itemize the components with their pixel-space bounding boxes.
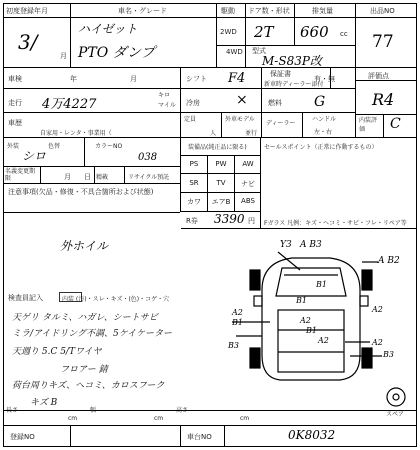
- equipment-title: 装備品(純正品に限る): [188, 144, 247, 151]
- lot-value: 77: [372, 32, 394, 52]
- diagram-label-ab3: A B3: [300, 240, 322, 250]
- warranty-sub: 新車時ディーラー添付: [264, 81, 324, 88]
- warranty-label: 保証書: [270, 70, 291, 78]
- color-change-label: 色替: [48, 143, 61, 150]
- import-sub: 並行: [245, 130, 258, 137]
- diagram-label-b1-bed: B1: [306, 326, 317, 335]
- capacity-unit: 人: [210, 130, 217, 137]
- model-label: 型式: [252, 47, 266, 55]
- recycle-ticket-value: 3390: [214, 212, 245, 226]
- diagram-label-b3-left: B3: [228, 341, 239, 350]
- fuel-value: G: [314, 94, 326, 110]
- color-no-value: 038: [138, 152, 158, 163]
- warranty-options: 有・無: [314, 75, 335, 83]
- mileage-unit-mile: マイル: [158, 102, 176, 109]
- equip-abs: ABS: [241, 197, 255, 205]
- drive-4wd: 4WD: [226, 48, 243, 56]
- equip-sr: SR: [189, 179, 199, 187]
- displacement-value: 660: [300, 23, 329, 41]
- notes-title: 注意事項(欠品・修復・不具合箇所および状態): [8, 188, 154, 196]
- diagram-label-a2-right: A2: [372, 305, 383, 314]
- import-label: 外車モデル: [225, 116, 255, 123]
- name-change-label: 名義変更期限: [5, 168, 36, 182]
- remark-line-5: 荷台周りキズ、ヘコミ、カロスフーク: [12, 381, 165, 391]
- length-unit: cm: [68, 415, 78, 422]
- chassis-value: 0K8032: [288, 428, 336, 442]
- recycle-ticket-unit: 円: [248, 217, 255, 225]
- equip-aw: AW: [242, 160, 254, 168]
- diagram-label-b3-right: B3: [383, 350, 394, 359]
- color-no-label: カラーNO: [95, 143, 123, 150]
- mileage-unit-km: キロ: [158, 92, 171, 99]
- sales-point-title: セールスポイント（正常に作動するもの）: [264, 144, 378, 151]
- width-unit: cm: [154, 415, 164, 422]
- first-reg-month-value: 3/: [18, 30, 38, 54]
- diagram-label-b1-left: B1: [232, 318, 243, 327]
- length-label: 長さ: [6, 407, 19, 414]
- shift-value: F4: [228, 71, 246, 86]
- fuel-label: 燃料: [268, 99, 282, 107]
- diagram-label-y3: Y3: [280, 240, 292, 250]
- displacement-label: 排気量: [312, 7, 333, 15]
- car-name: ハイゼット: [78, 22, 138, 36]
- inspection-month-label: 月: [130, 75, 137, 83]
- interior-value: C: [390, 116, 401, 132]
- equip-airbag: エアB: [211, 198, 231, 206]
- recycle-deposit-label: 精載: [96, 174, 109, 181]
- diagram-label-a2-bed: A2: [318, 336, 329, 345]
- displacement-unit: cc: [340, 30, 348, 38]
- handle-label: ハンドル: [312, 116, 337, 123]
- equip-ps: PS: [189, 160, 199, 168]
- mileage-label: 走行: [8, 99, 22, 107]
- first-reg-label: 初度登録年月: [6, 7, 48, 15]
- remark-line-3: 天週り 5.C 5/Tワイヤ: [12, 347, 102, 357]
- drive-label: 駆動: [221, 7, 235, 15]
- diagram-label-a2-rear: A2: [372, 338, 383, 347]
- remark-line-2: ミラ/アイドリング不調、5ケイケーター: [12, 329, 172, 339]
- diagram-label-b1-center: B1: [296, 296, 307, 305]
- interior-label: 内装評価: [359, 117, 378, 133]
- diagram-label-a2-left: A2: [232, 308, 243, 317]
- registration-label: 登録NO: [10, 433, 35, 441]
- inspector-title: 検査員記入: [8, 294, 43, 302]
- drive-2wd: 2WD: [220, 28, 237, 36]
- mileage-value: 4万4227: [42, 97, 97, 112]
- door-label: ドア数・形状: [248, 7, 290, 15]
- ac-label: 冷房: [186, 99, 200, 107]
- recycle-ticket-label: R券: [186, 217, 198, 225]
- height-unit: cm: [240, 415, 250, 422]
- diagram-label-ab2: A B2: [378, 256, 400, 266]
- shift-label: シフト: [186, 75, 207, 83]
- sales-point-footer: Fガラス 凡例：キズ・ヘコミ・サビ・フレ・リペア等: [264, 220, 407, 227]
- inspector-options: 内装 (汚)・スレ・キズ・(色)・コゲ・穴: [62, 296, 170, 303]
- recycle-label: リサイクル預託: [128, 174, 170, 181]
- name-change-day: 日: [84, 173, 91, 181]
- equip-navi: ナビ: [241, 180, 255, 188]
- handle-options: 左・右: [314, 129, 333, 136]
- remark-line-4: フロアー 錆: [60, 365, 108, 375]
- door-value: 2T: [254, 23, 274, 41]
- equip-pw: PW: [215, 160, 227, 168]
- history-sub: 自家用・レンタ・事業用（: [40, 130, 112, 137]
- inspection-label: 車検: [8, 75, 22, 83]
- score-label: 評価点: [368, 72, 389, 80]
- diagram-label-a2-cab: A2: [300, 316, 311, 325]
- height-label: 高さ: [176, 407, 189, 414]
- exterior-value: シロ: [22, 149, 47, 163]
- history-label: 車歴: [8, 119, 22, 127]
- lot-label: 出品NO: [370, 7, 395, 15]
- exterior-label: 外装: [7, 143, 20, 150]
- capacity-label: 定員: [184, 116, 197, 123]
- model-value: M-S83P改: [262, 54, 322, 68]
- ac-value: ×: [236, 92, 248, 108]
- equip-tv: TV: [216, 179, 226, 187]
- spare-label: スペア: [386, 411, 405, 418]
- chassis-label: 車台NO: [187, 433, 212, 441]
- inspection-year-label: 年: [70, 75, 77, 83]
- score-value: R4: [372, 90, 395, 109]
- notes-text: 外ホイル: [60, 239, 109, 253]
- remark-line-6: キズ B: [30, 398, 58, 408]
- equip-leather: カワ: [187, 198, 201, 206]
- remark-line-1: 天ゲリ タルミ、ハガレ、シートサビ: [12, 313, 158, 323]
- name-change-month: 月: [64, 173, 71, 181]
- dealer-label: ディーラー: [266, 120, 296, 127]
- diagram-label-b1-roof: B1: [316, 280, 327, 289]
- car-grade: PTO ダンプ: [78, 45, 155, 61]
- first-reg-month-unit: 月: [60, 52, 67, 60]
- car-grade-label: 車名・グレード: [118, 7, 167, 15]
- width-label: 幅: [90, 407, 97, 414]
